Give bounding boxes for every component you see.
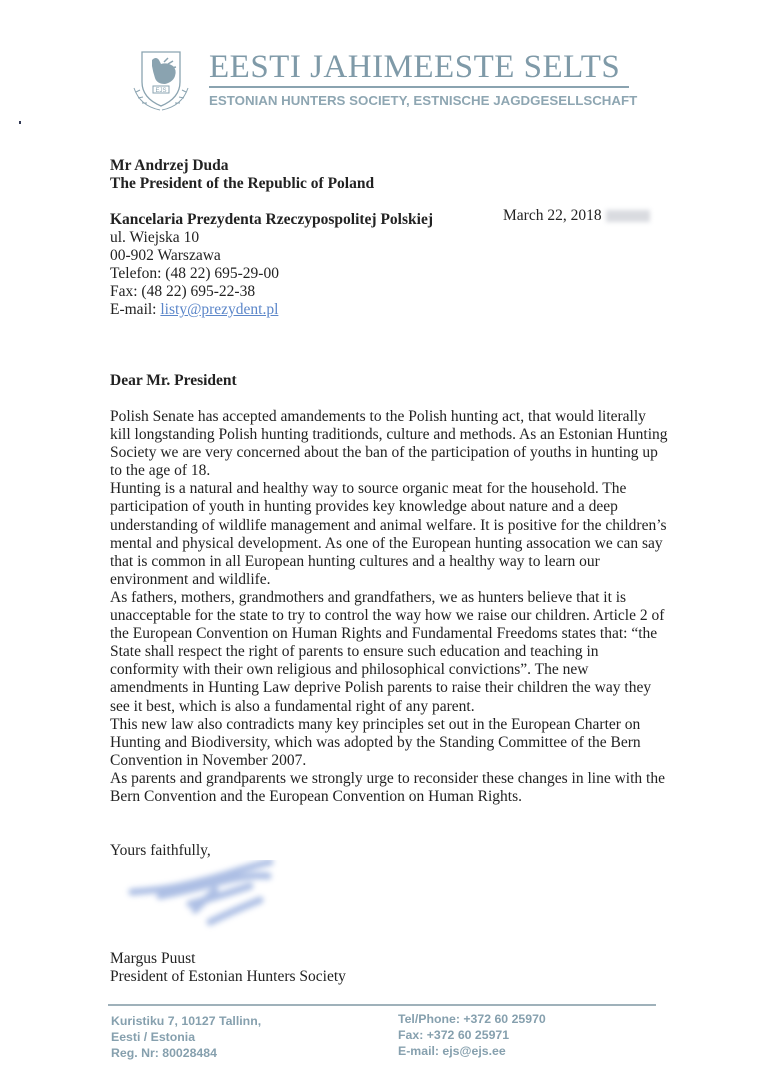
recipient-email-row bbox=[110, 301, 433, 319]
footer-address-line1: Kuristiku 7, 10127 Tallinn, bbox=[111, 1014, 262, 1028]
body-paragraph: As fathers, mothers, grandmothers and grandfathers, we as hunters believe that it is unacceptable for the state to try to control the way how we raise our children. Article 2 of the European Convention on Human Rights and Fundamental Freedoms states that: “the State shall respect the right of parents to ensure such education and teaching in conformity with their own religious and philosophical convictions”. The new amendments in Hunting Law deprive Polish parents to raise their children the way they see it best, which is also a fundamental right of any parent. bbox=[110, 588, 665, 715]
recipient-street: ul. Wiejska 10 bbox=[110, 229, 200, 246]
recipient-email-link[interactable]: listy@prezydent.pl bbox=[160, 301, 279, 318]
body-paragraph: As parents and grandparents we strongly urge to reconsider these changes in line with the Bern Convention and the European Convention on Human Rights. bbox=[110, 769, 665, 805]
email-label: E-mail: bbox=[110, 301, 161, 318]
signer-title: President of Estonian Hunters Society bbox=[110, 968, 346, 985]
recipient-name: Mr Andrzej Duda bbox=[110, 157, 229, 174]
footer-email: E-mail: ejs@ejs.ee bbox=[398, 1044, 506, 1058]
footer-fax: Fax: +372 60 25971 bbox=[398, 1028, 510, 1042]
salutation: Dear Mr. President bbox=[110, 372, 237, 389]
letter-date bbox=[503, 207, 650, 225]
footer-divider bbox=[108, 1004, 656, 1006]
body-paragraph: Hunting is a natural and healthy way to source organic meat for the household. The participation of youth in hunting provides key knowledge about nature and a deep understanding of wildlife management and animal welfare. It is positive for the children’s mental and physical development. As one of the European hunting assocation we can say that is common in all European hunting cultures and a healthy way to learn our environment and wildlife. bbox=[110, 480, 667, 588]
recipient-phone: Telefon: (48 22) 695-29-00 bbox=[110, 265, 279, 282]
scan-artifact bbox=[19, 121, 21, 124]
footer-phone: Tel/Phone: +372 60 25970 bbox=[398, 1012, 546, 1026]
footer-reg-nr: Reg. Nr: 80028484 bbox=[111, 1046, 217, 1060]
organization-name: EESTI JAHIMEESTE SELTS bbox=[209, 49, 621, 85]
letterhead-divider bbox=[209, 86, 629, 88]
footer-contact bbox=[398, 1011, 546, 1059]
recipient-office: Kancelaria Prezydenta Rzeczypospolitej Polskiej bbox=[110, 211, 433, 228]
recipient-title: The President of the Republic of Poland bbox=[110, 175, 375, 192]
signature-blurred bbox=[120, 860, 300, 940]
recipient-city: 00-902 Warszawa bbox=[110, 247, 221, 264]
recipient-address-block bbox=[110, 157, 433, 319]
footer-address-line2: Eesti / Estonia bbox=[111, 1030, 196, 1044]
closing: Yours faithfully, bbox=[110, 842, 211, 859]
date-text: March 22, 2018 bbox=[503, 207, 602, 224]
letter-body bbox=[110, 408, 670, 806]
organization-subtitle: ESTONIAN HUNTERS SOCIETY, ESTNISCHE JAGDGESELLSCHAFT bbox=[209, 93, 638, 108]
body-paragraph: Polish Senate has accepted amandements to the Polish hunting act, that would literally kill longstanding Polish hunting traditionds, culture and methods. As an Estonian Hunting Society we are very concerned about the ban of the participation of youths in hunting up to the age of 18. bbox=[110, 408, 668, 480]
footer-address bbox=[111, 1013, 261, 1061]
body-paragraph: This new law also contradicts many key principles set out in the European Charter on Hunting and Biodiversity, which was adopted by the Standing Committee of the Bern Convention in November 2007. bbox=[110, 715, 641, 769]
society-logo-icon bbox=[130, 48, 192, 114]
signer-name: Margus Puust bbox=[110, 950, 196, 967]
svg-text:EJS: EJS bbox=[155, 88, 167, 94]
recipient-fax: Fax: (48 22) 695-22-38 bbox=[110, 283, 256, 300]
signer-block bbox=[110, 950, 346, 986]
redacted-blur bbox=[606, 210, 650, 222]
